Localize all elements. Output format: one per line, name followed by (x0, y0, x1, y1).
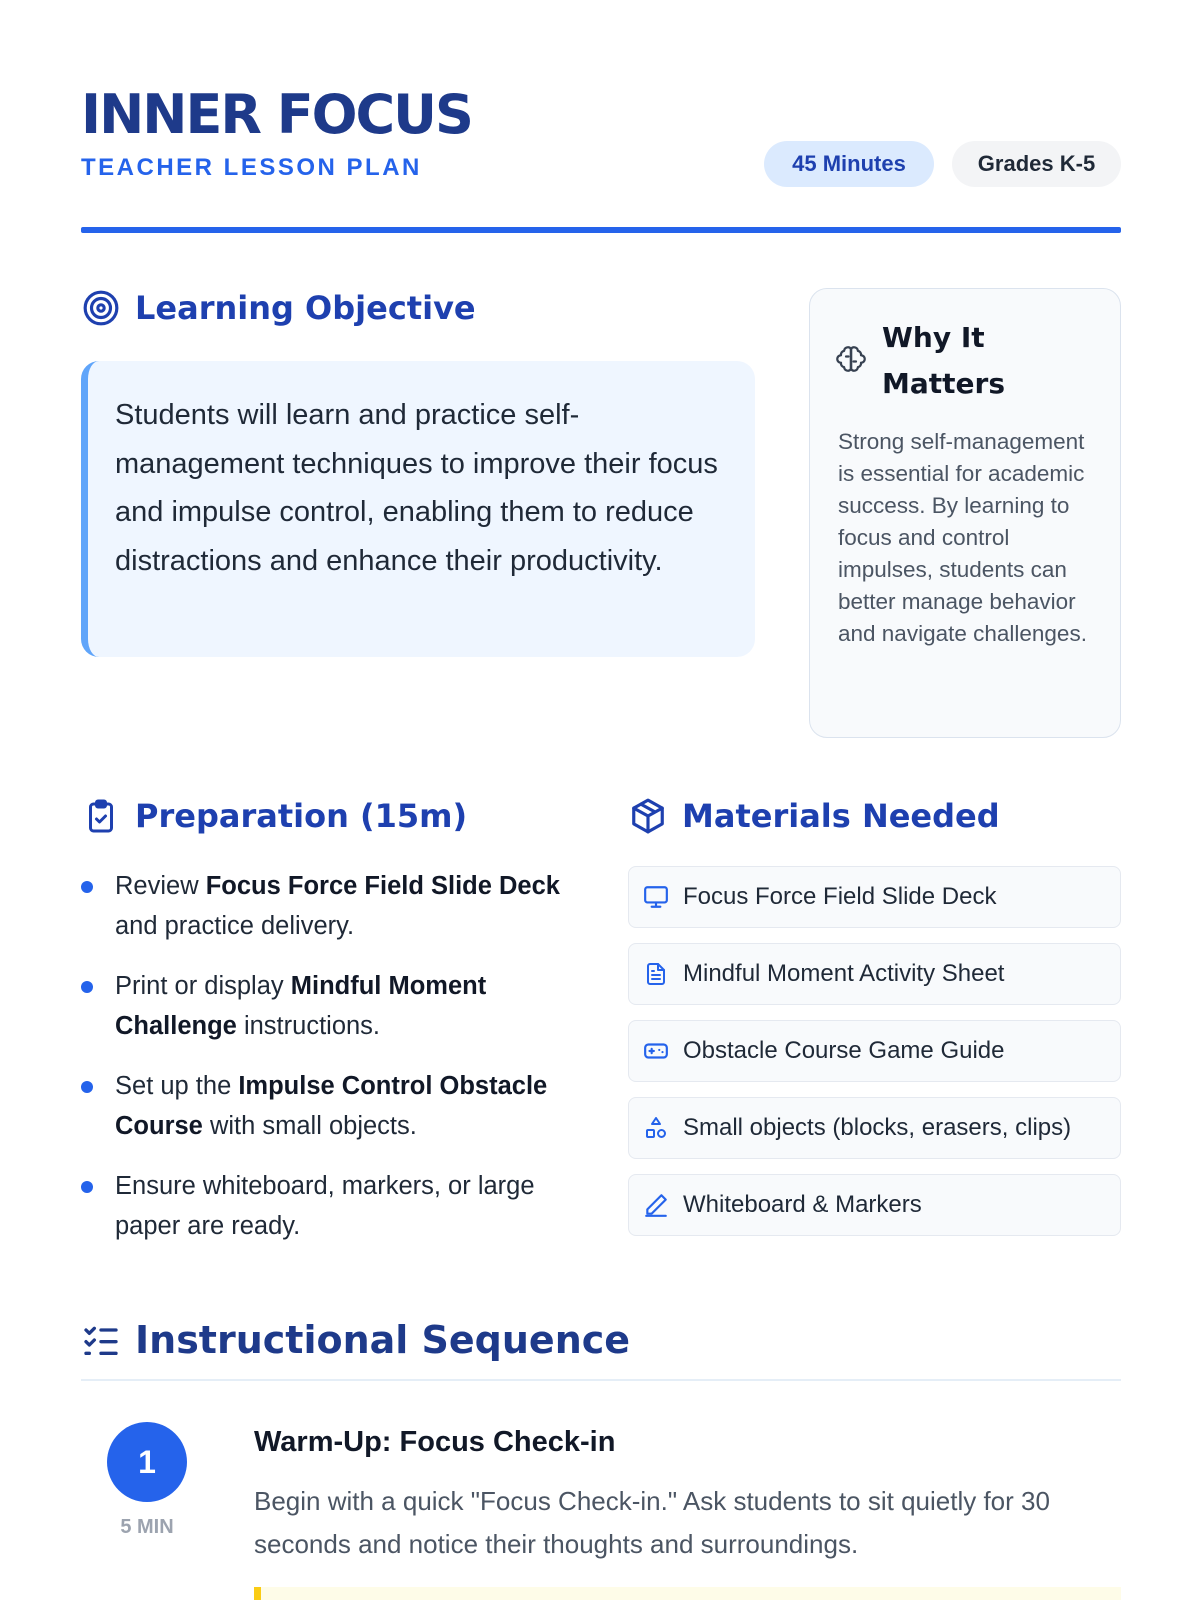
gamepad-icon (643, 1038, 669, 1064)
preparation-heading (81, 796, 467, 836)
material-item (628, 866, 1121, 928)
material-item (628, 943, 1121, 1005)
bullet-icon (81, 1081, 93, 1093)
brain-icon (836, 344, 870, 378)
prep-item (81, 966, 601, 1046)
prep-item-bold: Focus Force Field Slide Deck (205, 872, 560, 900)
material-label: Mindful Moment Activity Sheet (683, 960, 1005, 987)
package-icon (628, 796, 668, 836)
prep-item-text: Review (115, 872, 206, 900)
page-title: INNER FOCUS (81, 83, 472, 146)
prep-item-text: Print or display (115, 972, 291, 1000)
step-note-callout (254, 1587, 1121, 1600)
why-it-matters-card (809, 288, 1121, 738)
step-title: Warm-Up: Focus Check-in (254, 1426, 616, 1458)
material-item (628, 1174, 1121, 1236)
sequence-divider (81, 1379, 1121, 1381)
bullet-icon (81, 981, 93, 993)
material-label: Focus Force Field Slide Deck (683, 883, 997, 910)
prep-item-text: instructions. (236, 1012, 381, 1040)
header (81, 84, 1121, 234)
material-label: Small objects (blocks, erasers, clips) (683, 1114, 1072, 1141)
clipboard-check-icon (81, 796, 121, 836)
step-duration: 5 MIN (120, 1516, 174, 1538)
sequence-heading (81, 1318, 630, 1362)
why-heading-text: Why It Matters (882, 321, 1005, 400)
list-checks-icon (81, 1320, 121, 1360)
objective-box: Students will learn and practice self-management techniques to improve their focus and impulse control, enabling them to reduce distractions and enhance their productivity. (81, 361, 755, 657)
prep-item (81, 1166, 601, 1246)
bullet-icon (81, 1181, 93, 1193)
material-item (628, 1097, 1121, 1159)
target-icon (81, 288, 121, 328)
prep-item-text: Ensure whiteboard, markers, or large paper are ready. (115, 1172, 535, 1240)
materials-heading-text: Materials Needed (682, 797, 1000, 835)
prep-item-text: and practice delivery. (115, 912, 355, 940)
lesson-plan-page (81, 0, 1121, 1600)
why-heading (836, 315, 1082, 407)
prep-item-text: Set up the (115, 1072, 239, 1100)
sequence-heading-text: Instructional Sequence (135, 1318, 631, 1362)
duration-badge: 45 Minutes (764, 141, 934, 187)
shapes-icon (643, 1115, 669, 1141)
grades-badge: Grades K-5 (952, 141, 1121, 187)
preparation-list (81, 866, 601, 1266)
bullet-icon (81, 881, 93, 893)
objective-heading-text: Learning Objective (135, 289, 476, 327)
prep-item (81, 866, 601, 946)
material-label: Obstacle Course Game Guide (683, 1037, 1005, 1064)
step-description: Begin with a quick "Focus Check-in." Ask students to sit quietly for 30 seconds and notice their thoughts and surroundings. (254, 1486, 1050, 1559)
pen-icon (643, 1192, 669, 1218)
why-body-text: Strong self-management is essential for academic success. By learning to focus and control impulses, students can better manage behavior and navigate challenges. (838, 429, 1087, 646)
materials-list (628, 866, 1121, 1251)
materials-heading (628, 796, 1000, 836)
objective-heading (81, 288, 476, 328)
prep-item (81, 1066, 601, 1146)
preparation-heading-text: Preparation (15m) (135, 797, 468, 835)
prep-item-text: with small objects. (202, 1112, 417, 1140)
material-item (628, 1020, 1121, 1082)
monitor-icon (643, 884, 669, 910)
document-icon (643, 961, 669, 987)
step-number-badge: 1 (107, 1422, 187, 1502)
material-label: Whiteboard & Markers (683, 1191, 922, 1218)
prep-item-bold: Mindful Moment Challenge (115, 972, 487, 1040)
prep-item-bold: Impulse Control Obstacle Course (115, 1072, 548, 1140)
page-subtitle: TEACHER LESSON PLAN (81, 154, 422, 181)
header-divider (81, 227, 1121, 233)
